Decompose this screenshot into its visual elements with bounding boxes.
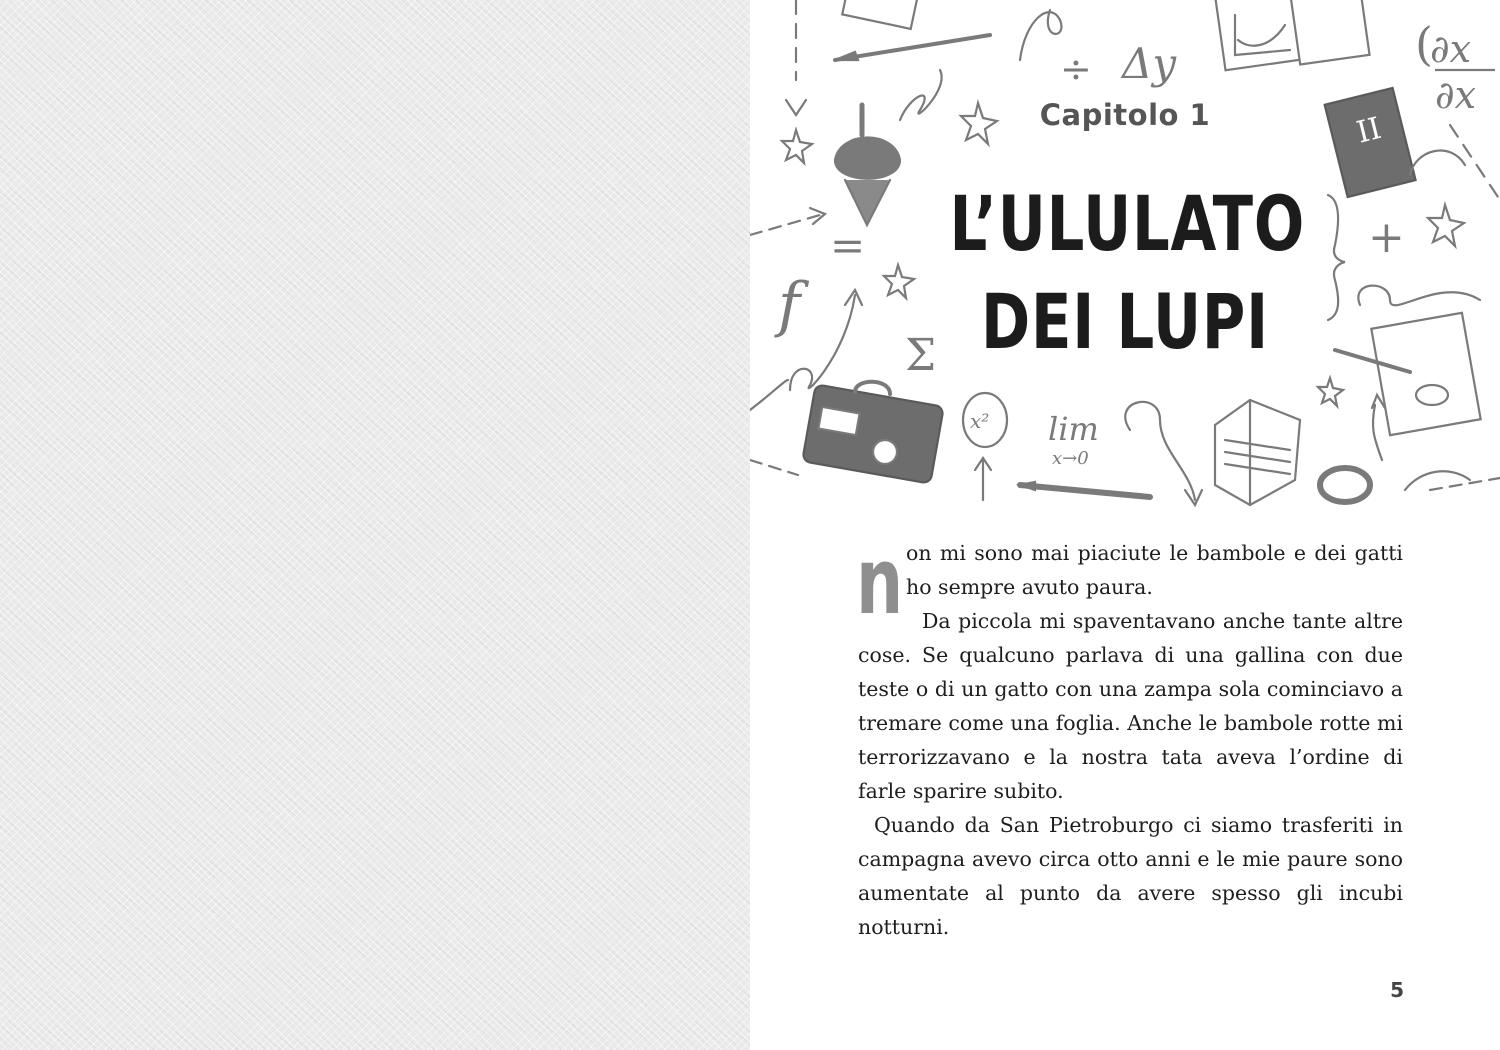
x-squared-label: x² [970,409,990,433]
dx-label: ∂x [1430,27,1472,71]
sparkle-icon [782,130,812,163]
dashed-arrow-icon [750,215,820,235]
curly-arrow-icon [1125,402,1195,500]
book-numeral: II [1353,110,1385,151]
pencil-icon [1020,485,1150,497]
dx-denominator-label: ∂x [1435,73,1477,117]
paragraph-text: on mi sono mai piaciute le bambole e dei gatti ho sempre avuto paura. [906,541,1403,599]
graph-paper-icon [1215,0,1305,70]
page-number: 5 [1390,978,1404,1002]
chapter-number: Capitolo 1 [1039,98,1211,132]
paragraph: Da piccola mi spaventavano anche tante altre cose. Se qualcuno parlava di una gallina con due teste o di un gatto con una zampa sola cominciavo a tremare come una foglia. Anche le bambole rotte mi terrorizzavano e la nostra tata aveva l’ordine di farle sparire subito. [858,609,1403,803]
plus-sign: + [1368,212,1405,263]
lim-label: lim [1048,410,1099,448]
equals-sign: = [830,221,866,270]
sigma-label: Σ [905,330,937,381]
sparkle-icon [961,103,997,144]
fountain-pen-icon [835,35,990,60]
drop-cap: n [856,528,904,635]
chapter-title-line-1: L’ULULATO [949,179,1305,268]
chapter-title [949,175,1305,371]
divide-sign: ÷ [1060,47,1092,91]
chapter-title-line-2: DEI LUPI [981,277,1269,366]
note-paper-icon [842,0,917,29]
f-label: f [778,270,801,340]
note-paper-icon [1371,313,1480,435]
svg-text:(: ( [1415,17,1433,71]
curly-arrow-icon [1358,286,1480,306]
curly-arrow-icon [1020,10,1061,60]
delta-y-label: Δy [1122,39,1177,88]
sparkle-icon [1318,378,1343,406]
ring-icon [1320,468,1370,502]
chapter-body [856,528,1403,944]
paragraph [856,528,1403,635]
right-page [750,0,1500,1050]
paragraph: Quando da San Pietroburgo ci siamo trasferiti in campagna avevo circa otto anni e le mie paure sono aumentate al punto da avere spesso gli incubi notturni. [858,813,1403,939]
lim-subscript-label: x→0 [1052,448,1089,469]
sparkle-icon [884,265,914,298]
spinning-top-icon [835,138,900,179]
brace-icon [1328,195,1345,320]
suitcase-icon [802,384,944,483]
sparkle-icon [1428,205,1464,246]
